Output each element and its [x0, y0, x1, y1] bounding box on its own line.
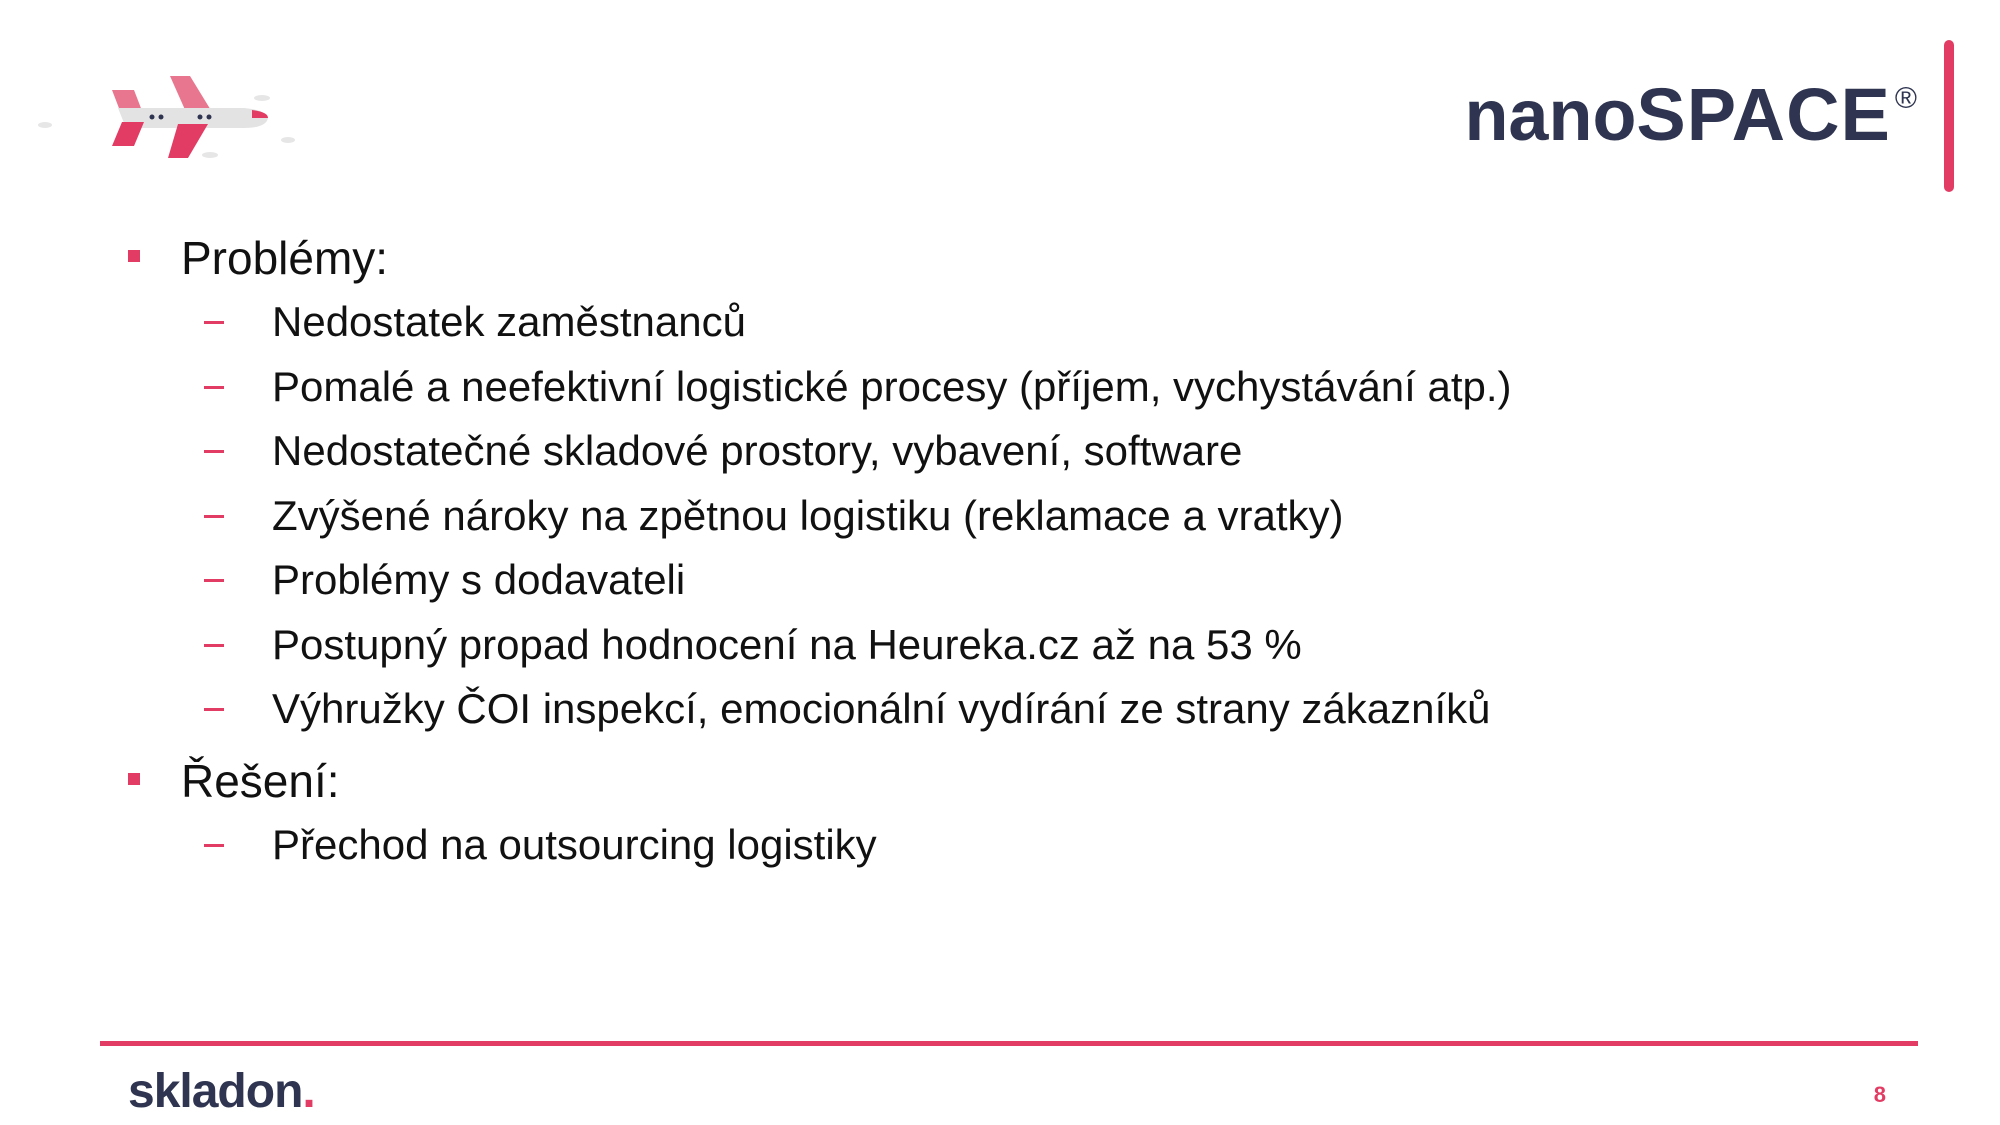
list-item-text: Zvýšené nároky na zpětnou logistiku (reklamace a vratky) — [272, 491, 1344, 539]
logo-nano-text: nano — [1464, 76, 1637, 156]
section-title: Řešení: — [181, 754, 340, 807]
square-bullet-icon — [128, 773, 140, 785]
list-item — [0, 486, 2000, 551]
list-item — [0, 421, 2000, 486]
logo-space-text: SPACE — [1636, 73, 1891, 156]
header-accent-bar — [1944, 40, 1954, 192]
list-item-text: Výhružky ČOI inspekcí, emocionální vydírání ze strany zákazníků — [272, 685, 1491, 732]
list-item-text: Nedostatek zaměstnanců — [272, 298, 746, 345]
dash-bullet-icon — [204, 708, 224, 711]
page-number: 8 — [1873, 1082, 1886, 1107]
dash-bullet-icon — [204, 386, 224, 389]
list-item-text: Nedostatečné skladové prostory, vybavení, software — [272, 427, 1243, 474]
skladon-logo-text: skladon — [128, 1065, 303, 1118]
list-item — [0, 292, 2000, 357]
list-item — [0, 679, 2000, 744]
skladon-logo-dot: . — [302, 1065, 315, 1118]
list-item — [0, 357, 2000, 422]
list-item — [0, 550, 2000, 615]
footer-divider — [100, 1041, 1918, 1046]
skladon-logo — [128, 1065, 315, 1118]
dash-bullet-icon — [204, 515, 224, 518]
nanospace-logo — [1464, 73, 1917, 156]
square-bullet-icon — [128, 250, 140, 262]
dash-bullet-icon — [204, 450, 224, 453]
list-item — [0, 615, 2000, 680]
dash-bullet-icon — [204, 579, 224, 582]
dash-bullet-icon — [204, 644, 224, 647]
dash-bullet-icon — [204, 321, 224, 324]
list-item-text: Postupný propad hodnocení na Heureka.cz až na 53 % — [272, 620, 1302, 668]
airplane-icon — [30, 60, 300, 170]
section-solution — [0, 748, 2000, 806]
dash-bullet-icon — [204, 844, 224, 847]
list-item-text: Přechod na outsourcing logistiky — [272, 820, 877, 868]
slide-content — [0, 225, 2000, 879]
list-item-text: Pomalé a neefektivní logistické procesy (příjem, vychystávání atp.) — [272, 362, 1512, 410]
section-title: Problémy: — [181, 232, 389, 284]
section-problems — [0, 225, 2000, 283]
logo-registered-mark: ® — [1894, 82, 1917, 115]
list-item — [0, 815, 2000, 880]
list-item-text: Problémy s dodavateli — [272, 556, 686, 603]
